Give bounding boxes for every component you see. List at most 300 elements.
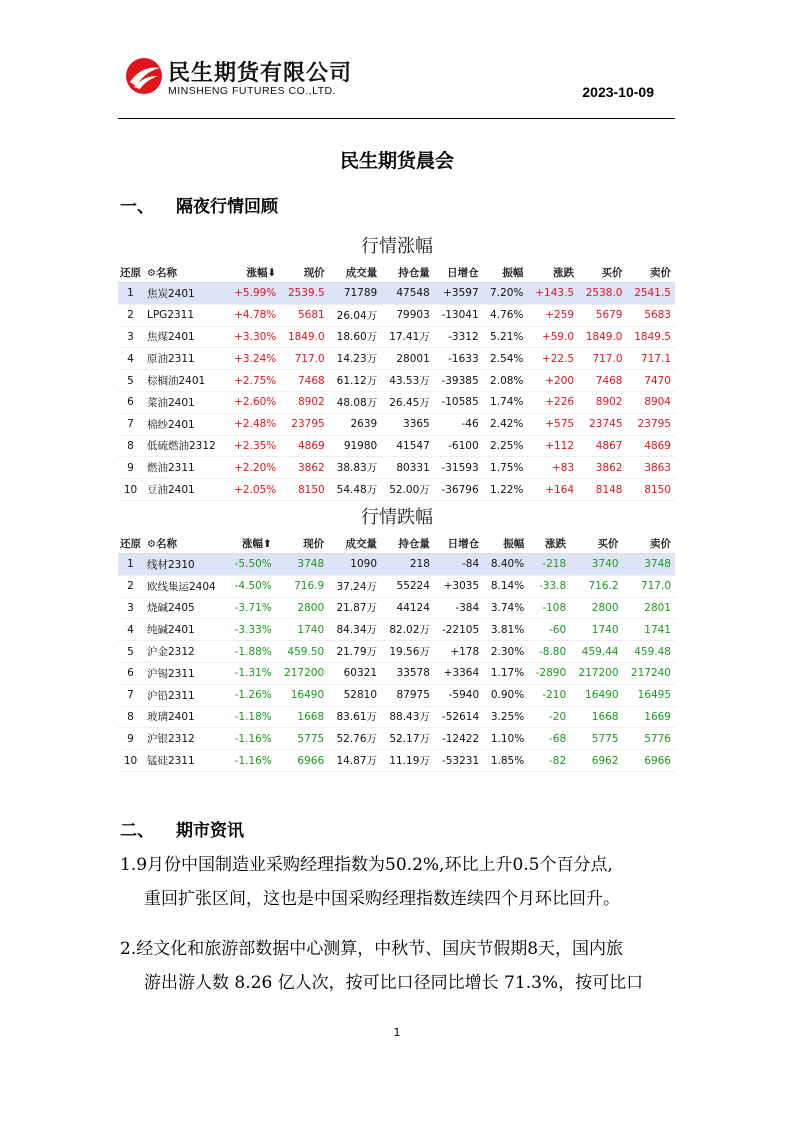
column-header[interactable] — [280, 262, 328, 283]
table-cell: 2539.5 — [280, 283, 328, 305]
table-cell: 3 — [118, 326, 143, 348]
table-cell: -10585 — [434, 391, 483, 413]
column-header-label: 名称 — [155, 537, 177, 550]
table-cell: 烧碱2405 — [143, 597, 227, 619]
column-header-label: 持仓量 — [398, 266, 430, 279]
table-cell: -20 — [528, 706, 570, 728]
news-line: 1.9月份中国制造业采购经理指数为50.2%,环比上升0.5个百分点, — [120, 855, 613, 875]
table-cell: 棕榈油2401 — [143, 370, 226, 392]
column-header[interactable] — [381, 533, 434, 554]
table-row[interactable] — [118, 370, 675, 392]
table-cell: 8904 — [627, 391, 676, 413]
table-cell: 82.02万 — [381, 619, 434, 641]
table-cell: 1740 — [570, 619, 622, 641]
table-cell: 1741 — [623, 619, 675, 641]
table-cell: -22105 — [434, 619, 483, 641]
table-cell: 217200 — [276, 662, 328, 684]
news-line: 2.经文化和旅游部数据中心测算，中秋节、国庆节假期8天，国内旅 — [120, 939, 624, 959]
column-header[interactable] — [483, 262, 528, 283]
table-cell: 2.30% — [483, 641, 528, 663]
table-cell: 88.43万 — [381, 706, 434, 728]
table-cell: 棉纱2401 — [143, 413, 226, 435]
table-cell: 54.48万 — [329, 479, 382, 501]
table-cell: 5775 — [570, 728, 622, 750]
header-divider — [118, 118, 675, 119]
table-cell: 玻璃2401 — [143, 706, 227, 728]
table-cell: -52614 — [434, 706, 483, 728]
gear-icon[interactable]: ⚙ — [147, 538, 156, 550]
table-cell: 6966 — [623, 750, 675, 772]
table-cell: 37.24万 — [328, 575, 381, 597]
table-cell: -3.33% — [227, 619, 276, 641]
table-cell: +2.35% — [226, 435, 280, 457]
gainers-table-title: 行情涨幅 — [361, 236, 433, 257]
table-cell: 1668 — [276, 706, 328, 728]
table-cell: -1633 — [434, 348, 483, 370]
table-cell: 2801 — [623, 597, 675, 619]
section-heading-1 — [120, 192, 278, 217]
table-cell: 5775 — [276, 728, 328, 750]
table-cell: -1.88% — [227, 641, 276, 663]
company-logo — [124, 56, 364, 102]
table-cell: 1.74% — [483, 391, 528, 413]
table-cell: 717.0 — [280, 348, 328, 370]
table-row[interactable] — [118, 304, 675, 326]
table-cell: 717.1 — [627, 348, 676, 370]
column-header-label: 成交量 — [345, 537, 378, 550]
column-header[interactable] — [118, 533, 143, 554]
table-cell: 8150 — [627, 479, 676, 501]
table-cell: 9 — [118, 457, 143, 479]
section-heading-2 — [120, 816, 244, 841]
column-header[interactable] — [434, 533, 483, 554]
table-cell: -3312 — [434, 326, 483, 348]
table-cell: 4869 — [627, 435, 676, 457]
table-cell: 1669 — [623, 706, 675, 728]
table-cell: +4.78% — [226, 304, 280, 326]
table-row[interactable] — [118, 326, 675, 348]
column-header-label: 涨幅 — [241, 537, 263, 550]
table-cell: 716.2 — [570, 575, 622, 597]
table-cell: 4869 — [280, 435, 328, 457]
column-header-label: 卖价 — [650, 266, 671, 279]
sort-down-icon[interactable]: ⬇ — [267, 266, 277, 279]
table-cell: 0.90% — [483, 684, 528, 706]
table-cell: +3.24% — [226, 348, 280, 370]
table-cell: 2800 — [276, 597, 328, 619]
table-cell: 16490 — [276, 684, 328, 706]
table-cell: 9 — [118, 728, 143, 750]
table-cell: -8.80 — [528, 641, 570, 663]
table-cell: 23795 — [280, 413, 328, 435]
section-title: 期市资讯 — [176, 821, 244, 841]
table-cell: -1.16% — [227, 728, 276, 750]
table-row[interactable] — [118, 597, 675, 619]
table-cell: 717.0 — [623, 575, 675, 597]
table-row[interactable] — [118, 554, 675, 576]
table-cell: 16495 — [623, 684, 675, 706]
table-row[interactable] — [118, 750, 675, 772]
column-header-label: 还原 — [120, 266, 141, 279]
column-header-label: 成交量 — [345, 266, 378, 279]
table-cell: 7470 — [627, 370, 676, 392]
table-cell: 低硫燃油2312 — [143, 435, 226, 457]
table-cell: 5 — [118, 370, 143, 392]
column-header-label: 日增仓 — [447, 537, 480, 550]
table-cell: 3.25% — [483, 706, 528, 728]
table-cell: 26.45万 — [381, 391, 434, 413]
table-cell: 2 — [118, 575, 143, 597]
table-cell: 4 — [118, 348, 143, 370]
table-cell: -13041 — [434, 304, 483, 326]
table-cell: 原油2311 — [143, 348, 226, 370]
table-cell: +259 — [527, 304, 578, 326]
table-cell: 1.17% — [483, 662, 528, 684]
column-header[interactable] — [118, 262, 143, 283]
table-cell: 2.54% — [483, 348, 528, 370]
table-cell: +22.5 — [527, 348, 578, 370]
column-header[interactable] — [434, 262, 483, 283]
column-header-label: 日增仓 — [447, 266, 479, 279]
table-cell: 55224 — [381, 575, 434, 597]
column-header[interactable] — [578, 262, 626, 283]
table-cell: 26.04万 — [329, 304, 382, 326]
table-cell: 2541.5 — [627, 283, 676, 305]
table-cell: 2538.0 — [578, 283, 626, 305]
table-cell: 5776 — [623, 728, 675, 750]
table-row[interactable] — [118, 435, 675, 457]
table-cell: 豆油2401 — [143, 479, 226, 501]
table-cell: 8150 — [280, 479, 328, 501]
company-logo-icon — [124, 56, 164, 96]
table-cell: 7468 — [280, 370, 328, 392]
table-cell: +200 — [527, 370, 578, 392]
table-cell: -68 — [528, 728, 570, 750]
column-header[interactable] — [143, 533, 227, 554]
table-row[interactable] — [118, 348, 675, 370]
table-cell: 5683 — [627, 304, 676, 326]
column-header[interactable] — [627, 262, 676, 283]
table-cell: 71789 — [329, 283, 382, 305]
table-cell: 7 — [118, 413, 143, 435]
table-cell: +3.30% — [226, 326, 280, 348]
table-row[interactable] — [118, 662, 675, 684]
table-cell: 17.41万 — [381, 326, 434, 348]
column-header-label: 名称 — [155, 266, 177, 279]
table-cell: 459.48 — [623, 641, 675, 663]
table-cell: 60321 — [328, 662, 381, 684]
table-cell: LPG2311 — [143, 304, 226, 326]
table-cell: 线材2310 — [143, 554, 227, 576]
document-title: 民生期货晨会 — [339, 150, 454, 172]
table-row[interactable] — [118, 391, 675, 413]
table-cell: 3862 — [578, 457, 626, 479]
table-cell: 87975 — [381, 684, 434, 706]
table-row[interactable] — [118, 413, 675, 435]
table-cell: -53231 — [434, 750, 483, 772]
table-cell: 33578 — [381, 662, 434, 684]
table-cell: -3.71% — [227, 597, 276, 619]
news-item-2 — [120, 932, 680, 1000]
table-cell: 1.22% — [483, 479, 528, 501]
table-cell: 18.60万 — [329, 326, 382, 348]
table-cell: -5940 — [434, 684, 483, 706]
logo-english-name: MINSHENG FUTURES CO.,LTD. — [168, 85, 337, 97]
table-cell: +59.0 — [527, 326, 578, 348]
table-cell: -1.16% — [227, 750, 276, 772]
table-cell: +3597 — [434, 283, 483, 305]
table-cell: -1.18% — [227, 706, 276, 728]
table-cell: +83 — [527, 457, 578, 479]
table-cell: +143.5 — [527, 283, 578, 305]
table-cell: +178 — [434, 641, 483, 663]
table-cell: 716.9 — [276, 575, 328, 597]
table-cell: 52810 — [328, 684, 381, 706]
table-cell: 燃油2311 — [143, 457, 226, 479]
table-cell: +2.48% — [226, 413, 280, 435]
table-cell: 44124 — [381, 597, 434, 619]
table-cell: 1740 — [276, 619, 328, 641]
table-cell: +2.60% — [226, 391, 280, 413]
table-cell: 7.20% — [483, 283, 528, 305]
table-cell: -2890 — [528, 662, 570, 684]
table-cell: 6962 — [570, 750, 622, 772]
table-cell: -1.26% — [227, 684, 276, 706]
table-cell: +3364 — [434, 662, 483, 684]
table-cell: 2.25% — [483, 435, 528, 457]
table-cell: -46 — [434, 413, 483, 435]
table-row[interactable] — [118, 575, 675, 597]
table-cell: 10 — [118, 750, 143, 772]
table-cell: 217200 — [570, 662, 622, 684]
table-cell: -4.50% — [227, 575, 276, 597]
table-cell: -384 — [434, 597, 483, 619]
table-cell: 38.83万 — [329, 457, 382, 479]
table-cell: -39385 — [434, 370, 483, 392]
column-header-label: 还原 — [120, 537, 141, 550]
table-cell: 717.0 — [578, 348, 626, 370]
losers-table — [118, 533, 675, 772]
column-header-label: 振幅 — [503, 537, 525, 550]
table-cell: 2800 — [570, 597, 622, 619]
table-row[interactable] — [118, 457, 675, 479]
table-cell: 5679 — [578, 304, 626, 326]
table-cell: 2.42% — [483, 413, 528, 435]
table-cell: 19.56万 — [381, 641, 434, 663]
table-cell: 1849.0 — [578, 326, 626, 348]
table-cell: 218 — [381, 554, 434, 576]
table-cell: 5 — [118, 641, 143, 663]
column-header[interactable] — [226, 262, 280, 283]
section-title: 隔夜行情回顾 — [176, 197, 278, 217]
column-header[interactable] — [381, 262, 434, 283]
column-header[interactable] — [527, 262, 578, 283]
table-cell: 8 — [118, 706, 143, 728]
table-cell: 23795 — [627, 413, 676, 435]
table-cell: 11.19万 — [381, 750, 434, 772]
column-header[interactable] — [528, 533, 570, 554]
table-cell: 焦煤2401 — [143, 326, 226, 348]
table-cell: 3.81% — [483, 619, 528, 641]
page-number: 1 — [393, 1026, 401, 1039]
table-row[interactable] — [118, 479, 675, 501]
table-cell: 沪金2312 — [143, 641, 227, 663]
column-header-label: 涨幅 — [246, 266, 268, 279]
table-cell: -5.50% — [227, 554, 276, 576]
table-cell: 217240 — [623, 662, 675, 684]
table-cell: 1.85% — [483, 750, 528, 772]
table-cell: +112 — [527, 435, 578, 457]
column-header[interactable] — [227, 533, 276, 554]
table-cell: +226 — [527, 391, 578, 413]
table-cell: 3862 — [280, 457, 328, 479]
logo-chinese-name: 民生期货有限公司 — [168, 61, 353, 86]
table-cell: +575 — [527, 413, 578, 435]
table-cell: 6 — [118, 662, 143, 684]
table-cell: 5681 — [280, 304, 328, 326]
table-cell: 459.44 — [570, 641, 622, 663]
table-cell: 1849.5 — [627, 326, 676, 348]
table-row[interactable] — [118, 684, 675, 706]
table-cell: 41547 — [381, 435, 434, 457]
news-line: 重回扩张区间，这也是中国采购经理指数连续四个月环比回升。 — [144, 889, 620, 909]
table-cell: 3.74% — [483, 597, 528, 619]
column-header[interactable] — [329, 262, 382, 283]
column-header[interactable] — [143, 262, 226, 283]
table-cell: 6 — [118, 391, 143, 413]
table-cell: 8 — [118, 435, 143, 457]
table-row[interactable] — [118, 728, 675, 750]
table-cell: 锰硅2311 — [143, 750, 227, 772]
table-cell: 21.79万 — [328, 641, 381, 663]
table-cell: 6966 — [276, 750, 328, 772]
table-cell: 1 — [118, 554, 143, 576]
table-cell: 10 — [118, 479, 143, 501]
table-cell: 28001 — [381, 348, 434, 370]
table-cell: +2.20% — [226, 457, 280, 479]
table-cell: 3748 — [623, 554, 675, 576]
table-cell: 52.00万 — [381, 479, 434, 501]
column-header-label: 涨跌 — [553, 266, 575, 279]
table-cell: 3365 — [381, 413, 434, 435]
table-cell: 4867 — [578, 435, 626, 457]
table-cell: 1.10% — [483, 728, 528, 750]
table-cell: 23745 — [578, 413, 626, 435]
table-cell: +164 — [527, 479, 578, 501]
column-header-label: 卖价 — [650, 537, 671, 550]
report-date: 2023-10-09 — [582, 84, 654, 100]
table-cell: -108 — [528, 597, 570, 619]
table-cell: 14.23万 — [329, 348, 382, 370]
table-cell: 21.87万 — [328, 597, 381, 619]
column-header-label: 买价 — [601, 266, 623, 279]
table-cell: 91980 — [329, 435, 382, 457]
table-cell: 7468 — [578, 370, 626, 392]
table-cell: 16490 — [570, 684, 622, 706]
table-cell: 3 — [118, 597, 143, 619]
table-cell: 沪银2312 — [143, 728, 227, 750]
table-cell: +3035 — [434, 575, 483, 597]
table-cell: 1090 — [328, 554, 381, 576]
news-item-1 — [120, 848, 680, 916]
table-cell: 焦炭2401 — [143, 283, 226, 305]
table-cell: 8902 — [280, 391, 328, 413]
column-header-label: 持仓量 — [398, 537, 430, 550]
losers-table-title: 行情跌幅 — [361, 507, 433, 528]
table-cell: -1.31% — [227, 662, 276, 684]
table-cell: 80331 — [381, 457, 434, 479]
table-cell: 61.12万 — [329, 370, 382, 392]
table-cell: -36796 — [434, 479, 483, 501]
column-header-label: 现价 — [303, 266, 325, 279]
table-cell: -210 — [528, 684, 570, 706]
table-cell: 84.34万 — [328, 619, 381, 641]
table-cell: 52.17万 — [381, 728, 434, 750]
table-cell: -6100 — [434, 435, 483, 457]
table-cell: 8148 — [578, 479, 626, 501]
table-cell: 沪锡2311 — [143, 662, 227, 684]
table-cell: 1 — [118, 283, 143, 305]
table-header-row — [118, 533, 675, 554]
gear-icon[interactable]: ⚙ — [147, 267, 156, 279]
news-line: 游出游人数 8.26 亿人次，按可比口径同比增长 71.3%，按可比口 — [144, 973, 644, 993]
column-header-label: 振幅 — [502, 266, 524, 279]
table-cell: -31593 — [434, 457, 483, 479]
column-header[interactable] — [328, 533, 381, 554]
column-header[interactable] — [623, 533, 675, 554]
table-cell: 2639 — [329, 413, 382, 435]
column-header[interactable] — [276, 533, 328, 554]
sort-up-icon[interactable]: ⬆ — [262, 537, 272, 550]
table-cell: 7 — [118, 684, 143, 706]
table-cell: 8902 — [578, 391, 626, 413]
table-cell: 1.75% — [483, 457, 528, 479]
table-cell: 14.87万 — [328, 750, 381, 772]
table-cell: 4.76% — [483, 304, 528, 326]
table-cell: -84 — [434, 554, 483, 576]
column-header-label: 现价 — [303, 537, 325, 550]
table-cell: 欧线集运2404 — [143, 575, 227, 597]
table-cell: 纯碱2401 — [143, 619, 227, 641]
table-cell: 2 — [118, 304, 143, 326]
column-header-label: 涨跌 — [545, 537, 567, 550]
section-number: 一、 — [120, 197, 154, 217]
table-cell: +5.99% — [226, 283, 280, 305]
table-row[interactable] — [118, 619, 675, 641]
table-cell: 3748 — [276, 554, 328, 576]
table-cell: -60 — [528, 619, 570, 641]
column-header[interactable] — [570, 533, 622, 554]
table-cell: 1849.0 — [280, 326, 328, 348]
table-cell: 1668 — [570, 706, 622, 728]
table-row[interactable] — [118, 641, 675, 663]
table-cell: -218 — [528, 554, 570, 576]
table-cell: 菜油2401 — [143, 391, 226, 413]
table-cell: 79903 — [381, 304, 434, 326]
table-row[interactable] — [118, 283, 675, 305]
table-cell: 47548 — [381, 283, 434, 305]
table-cell: 4 — [118, 619, 143, 641]
table-cell: +2.75% — [226, 370, 280, 392]
table-cell: 8.40% — [483, 554, 528, 576]
table-cell: 3863 — [627, 457, 676, 479]
table-cell: 83.61万 — [328, 706, 381, 728]
table-row[interactable] — [118, 706, 675, 728]
table-cell: 43.53万 — [381, 370, 434, 392]
table-cell: 2.08% — [483, 370, 528, 392]
column-header[interactable] — [483, 533, 528, 554]
gainers-table — [118, 262, 675, 501]
